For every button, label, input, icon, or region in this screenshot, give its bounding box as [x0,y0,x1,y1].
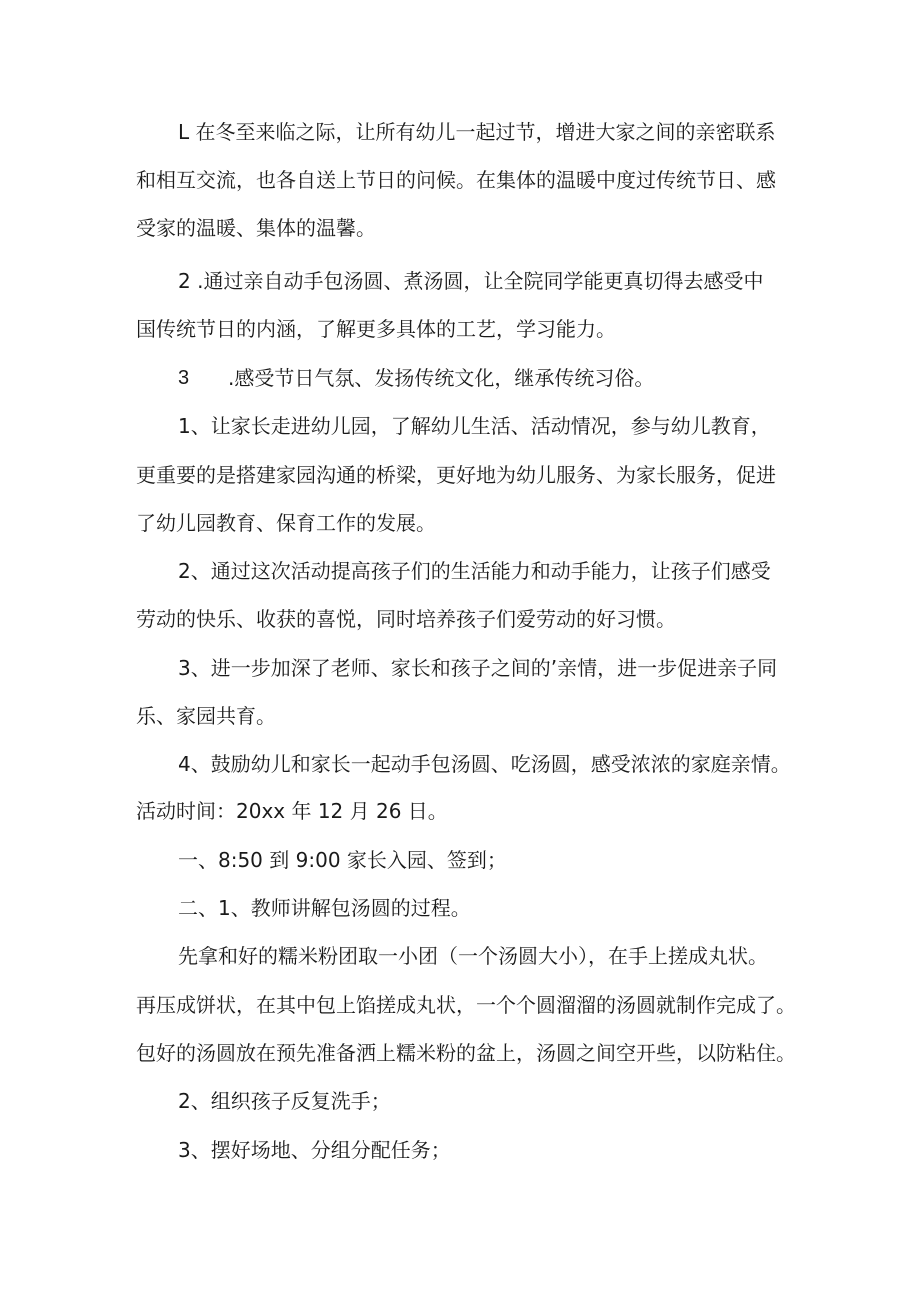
text-line: 3、进一步加深了老师、家长和孩子之间的’亲情，进一步促进亲子同 [178,656,778,680]
text-line: 受家的温暖、集体的温馨。 [136,216,376,240]
text-line: 4、鼓励幼儿和家长一起动手包汤圆、吃汤圆，感受浓浓的家庭亲情。 [178,752,791,776]
text-line: .感受节日气氛、发扬传统文化，继承传统习俗。 [228,366,655,390]
list-number: 3 [178,367,190,389]
text-line: 包好的汤圆放在预先准备洒上糯米粉的盆上，汤圆之间空开些，以防粘住。 [136,1041,796,1065]
text-line: 二、1、教师讲解包汤圆的过程。 [178,896,471,920]
text-line: 劳动的快乐、收获的喜悦，同时培养孩子们爱劳动的好习惯。 [136,607,676,631]
text-line: 国传统节日的内涵，了解更多具体的工艺，学习能力。 [136,317,616,341]
text-line: 了幼儿园教育、保育工作的发展。 [136,511,436,535]
text-line: 再压成饼状，在其中包上馅搓成丸状，一个个圆溜溜的汤圆就制作完成了。 [136,993,796,1017]
text-line: 2、组织孩子反复洗手； [178,1089,391,1113]
text-line: 3、摆好场地、分组分配任务； [178,1138,451,1162]
text-line: 先拿和好的糯米粉团取一小团（一个汤圆大小），在手上搓成丸状。 [178,944,768,968]
text-line: 2 .通过亲自动手包汤圆、煮汤圆，让全院同学能更真切得去感受中 [178,269,764,293]
text-line: 一、8:50 到 9:00 家长入园、签到； [178,848,507,872]
text-line: 1、让家长走进幼儿园，了解幼儿生活、活动情况，参与幼儿教育， [178,414,771,438]
text-line: 乐、家园共育。 [136,704,276,728]
text-line: 更重要的是搭建家园沟通的桥梁，更好地为幼儿服务、为家长服务，促进 [136,463,776,487]
text-line: 和相互交流，也各自送上节日的问候。在集体的温暖中度过传统节日、感 [136,168,776,192]
activity-time-line: 活动时间：20xx 年 12 月 26 日。 [136,799,448,823]
text-line: L 在冬至来临之际，让所有幼儿一起过节，增进大家之间的亲密联系 [178,120,776,144]
text-line: 2、通过这次活动提高孩子们的生活能力和动手能力，让孩子们感受 [178,559,771,583]
